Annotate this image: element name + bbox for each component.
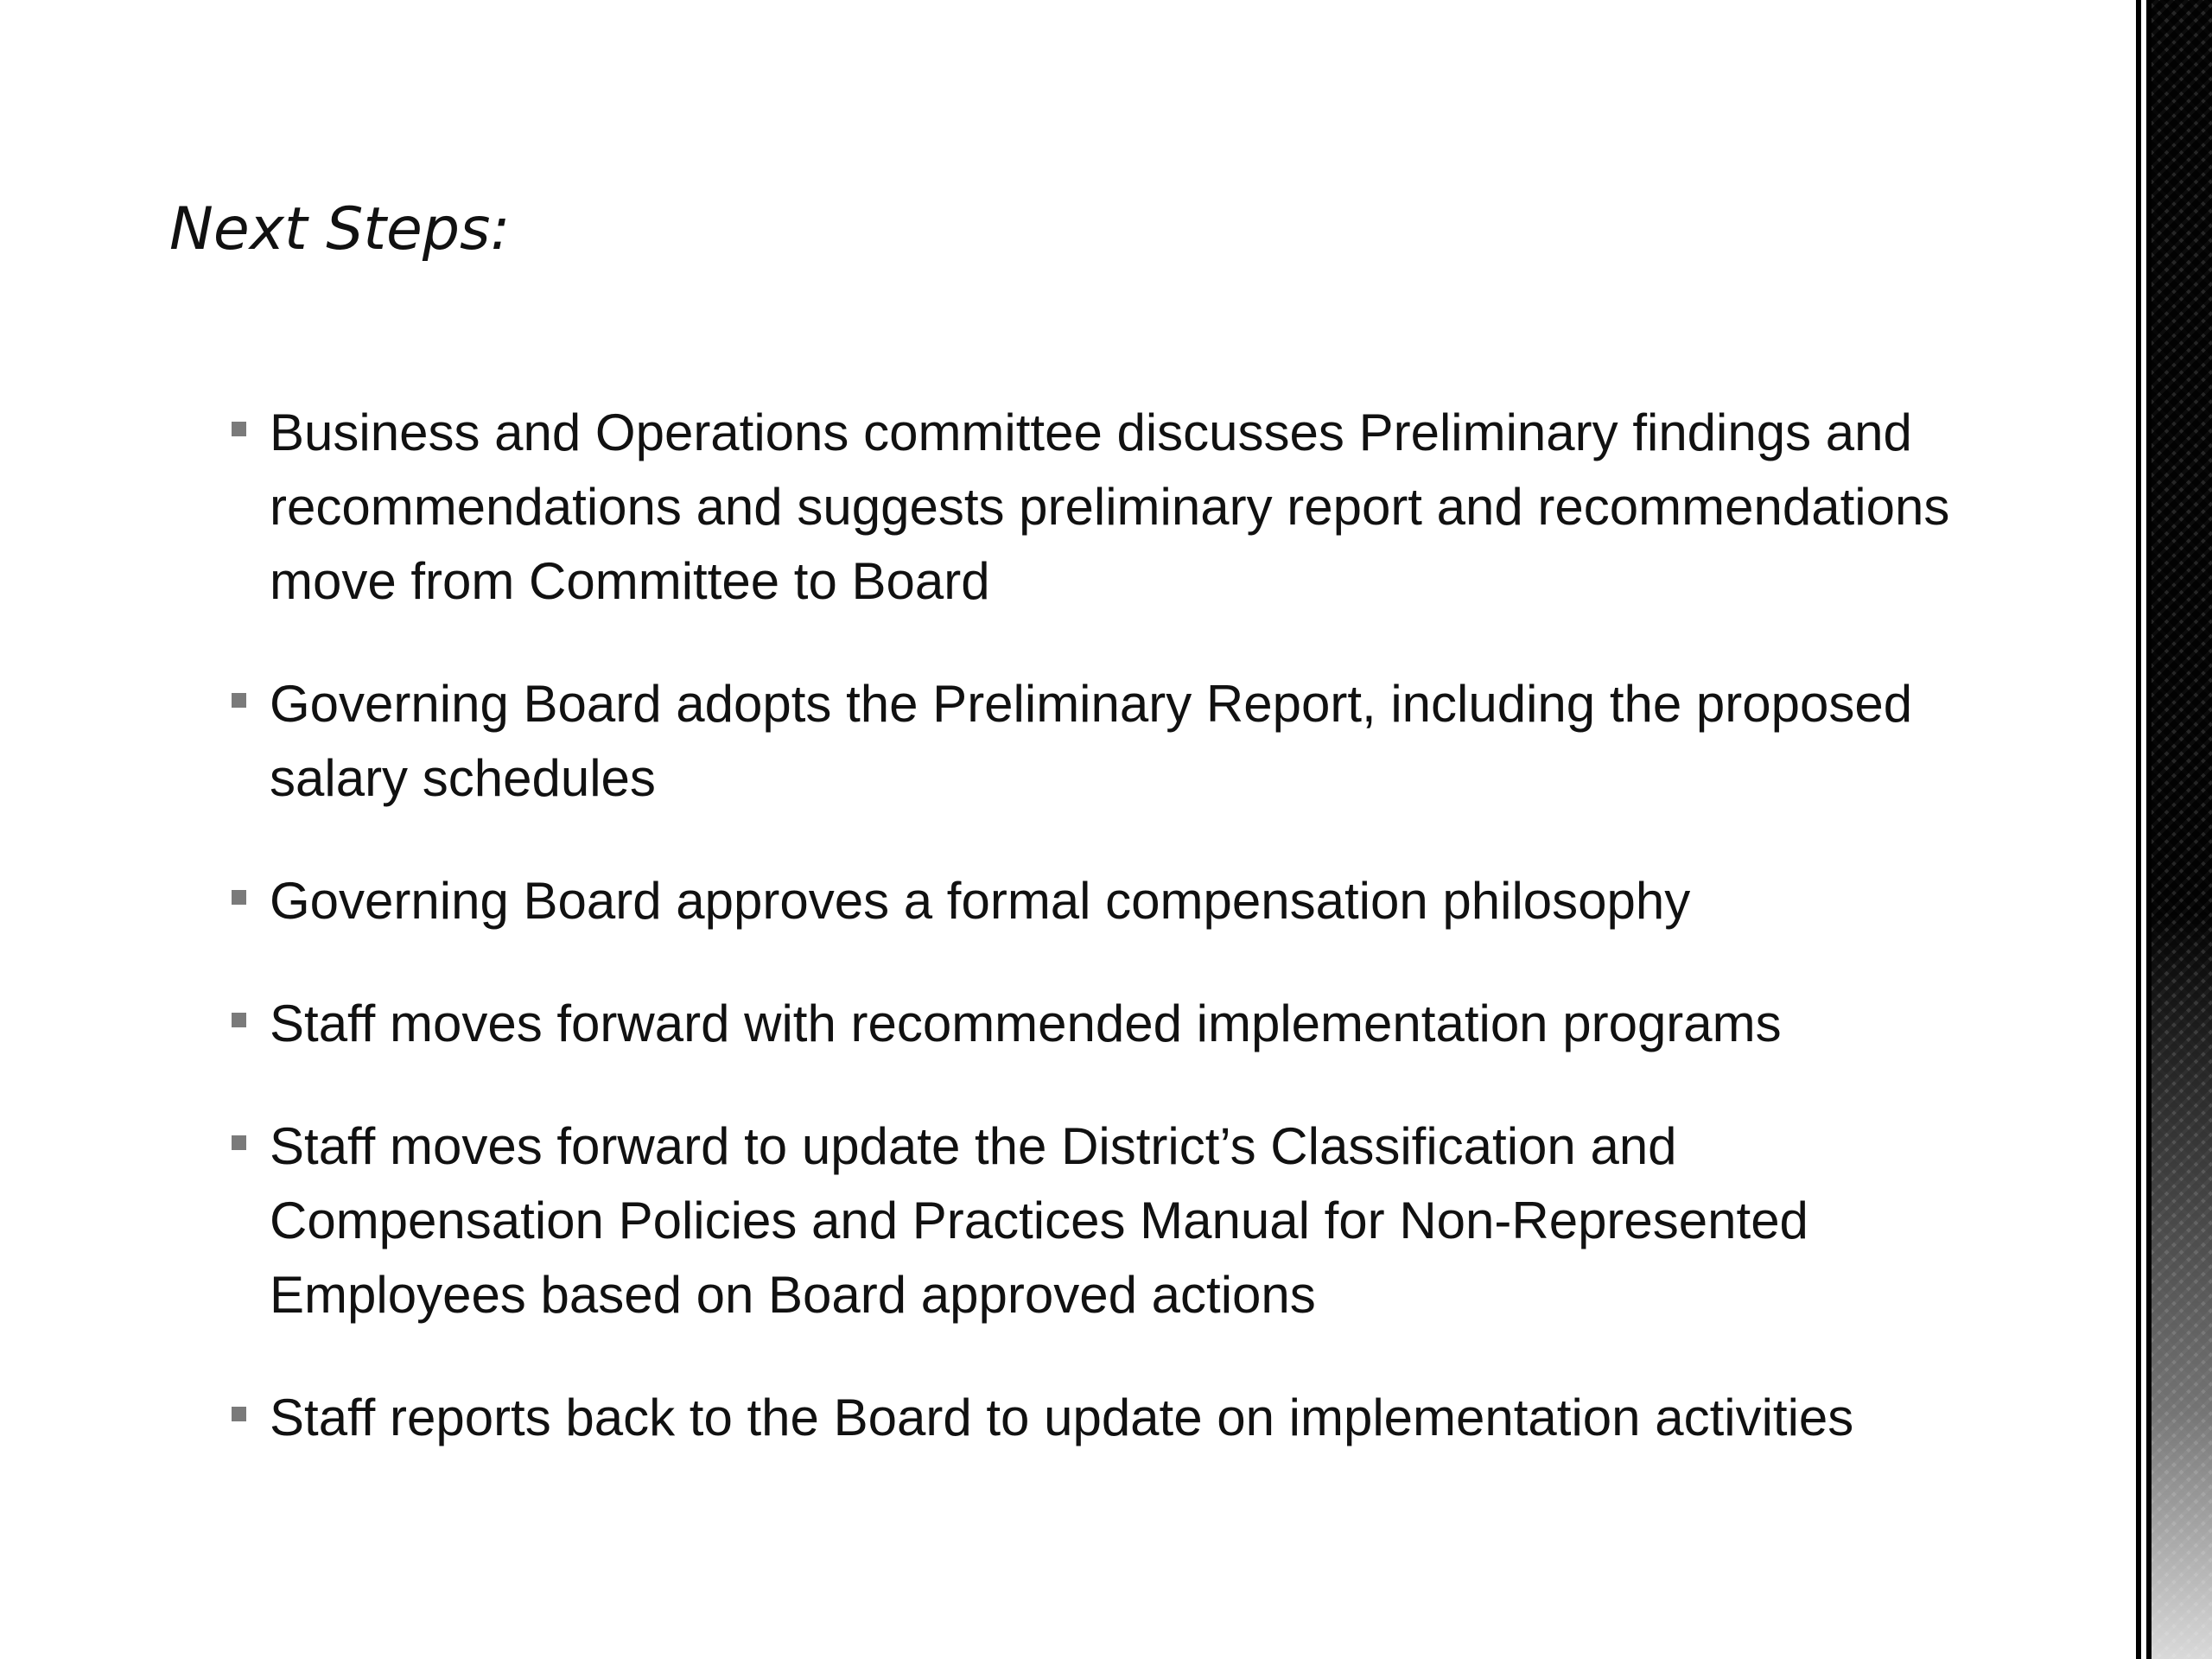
bullet-item [226, 667, 2024, 816]
square-bullet-icon [232, 422, 246, 436]
bullet-text: Staff moves forward to update the District’s Classification and Compensation Policies and Practices Manual for Non-Represented Employees based on Board approved actions [270, 1117, 1808, 1324]
bullet-text: Business and Operations committee discusses Preliminary findings and recommendations and suggests preliminary report and recommendations move from Committee to Board [270, 404, 1950, 610]
square-bullet-icon [232, 1407, 246, 1421]
bullet-text: Staff moves forward with recommended implementation programs [270, 995, 1782, 1052]
edge-divider-line [2146, 0, 2152, 1659]
square-bullet-icon [232, 1135, 246, 1150]
bullet-item [226, 864, 2024, 938]
bullet-text: Staff reports back to the Board to update on implementation activities [270, 1389, 1854, 1446]
square-bullet-icon [232, 1013, 246, 1027]
bullet-list [226, 396, 2024, 1503]
bullet-item [226, 1381, 2024, 1455]
bullet-item [226, 396, 2024, 619]
bullet-text: Governing Board adopts the Preliminary Report, including the proposed salary schedules [270, 675, 1913, 807]
slide-title: Next Steps: [169, 195, 511, 264]
bullet-item [226, 1109, 2024, 1332]
bullet-text: Governing Board approves a formal compensation philosophy [270, 872, 1691, 930]
square-bullet-icon [232, 890, 246, 905]
bullet-item [226, 987, 2024, 1061]
square-bullet-icon [232, 693, 246, 708]
